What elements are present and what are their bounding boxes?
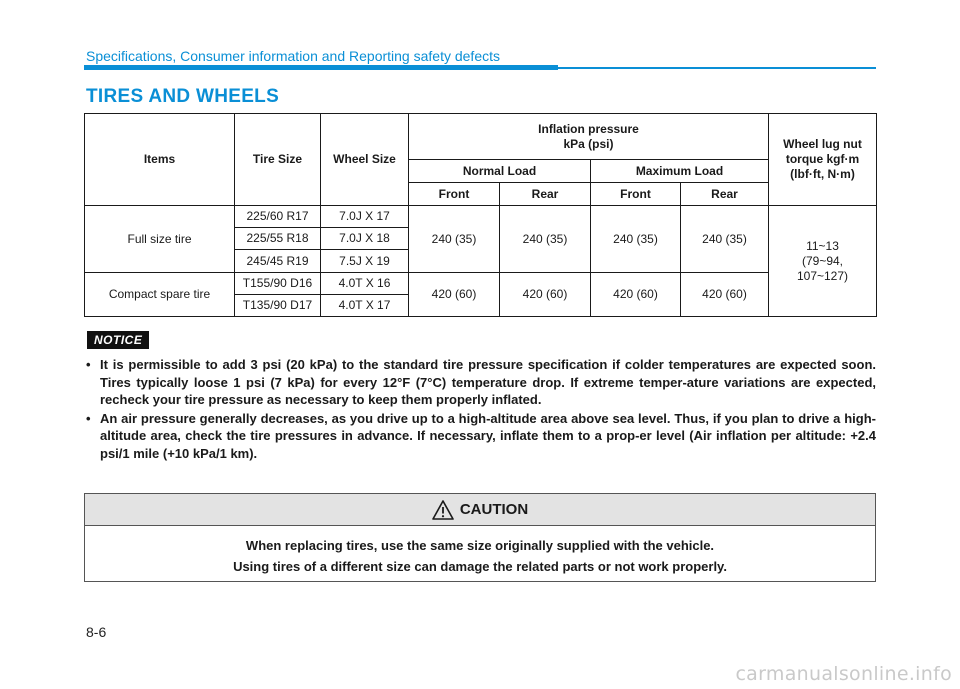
tires-wheels-table bbox=[84, 113, 877, 317]
tire-size-cell: 225/60 R17 bbox=[235, 206, 321, 228]
caution-body bbox=[85, 526, 875, 577]
tire-size-cell: 245/45 R19 bbox=[235, 250, 321, 273]
header-inflation-pressure bbox=[409, 114, 769, 160]
header-normal-front: Front bbox=[409, 183, 500, 206]
tire-size-cell: T155/90 D16 bbox=[235, 273, 321, 295]
list-item bbox=[86, 356, 876, 409]
table-row bbox=[85, 273, 877, 295]
header-divider-thin bbox=[558, 67, 876, 69]
compact-max-front-pressure: 420 (60) bbox=[591, 273, 681, 317]
wheel-size-cell: 7.5J X 19 bbox=[321, 250, 409, 273]
torque-line2: (79~94, bbox=[801, 253, 844, 268]
bullet-dot-icon: • bbox=[86, 357, 91, 372]
header-max-front: Front bbox=[591, 183, 681, 206]
wheel-size-cell: 7.0J X 17 bbox=[321, 206, 409, 228]
torque-line1: 11~13 bbox=[806, 238, 839, 253]
watermark: carmanualsonline.info bbox=[735, 663, 952, 685]
lug-nut-torque-value bbox=[769, 206, 877, 317]
caution-box bbox=[84, 493, 876, 582]
header-divider-thick bbox=[84, 65, 558, 70]
full-size-tire-label: Full size tire bbox=[85, 206, 235, 273]
bullet-dot-icon: • bbox=[86, 410, 91, 426]
header-lug-nut-torque bbox=[769, 114, 877, 206]
caution-header bbox=[85, 494, 875, 526]
full-max-rear-pressure: 240 (35) bbox=[681, 206, 769, 273]
header-wheel-size: Wheel Size bbox=[321, 114, 409, 206]
wheel-size-cell: 4.0T X 16 bbox=[321, 273, 409, 295]
section-title: TIRES AND WHEELS bbox=[86, 86, 280, 107]
tire-size-cell: 225/55 R18 bbox=[235, 228, 321, 250]
compact-max-rear-pressure: 420 (60) bbox=[681, 273, 769, 317]
header-lug-line1: Wheel lug nut bbox=[783, 137, 862, 151]
header-inflation-line2: kPa (psi) bbox=[563, 136, 614, 151]
page-number: 8-6 bbox=[86, 624, 107, 640]
compact-normal-front-pressure: 420 (60) bbox=[409, 273, 500, 317]
wheel-size-cell: 4.0T X 17 bbox=[321, 295, 409, 317]
header-lug-line3: (lbf·ft, N·m) bbox=[790, 167, 855, 181]
full-max-front-pressure: 240 (35) bbox=[591, 206, 681, 273]
list-item bbox=[86, 410, 876, 463]
chapter-header-title: Specifications, Consumer information and Reporting safety defects bbox=[86, 48, 500, 64]
table-row bbox=[85, 206, 877, 228]
header-normal-load: Normal Load bbox=[409, 160, 591, 183]
full-normal-front-pressure: 240 (35) bbox=[409, 206, 500, 273]
warning-triangle-icon bbox=[432, 500, 454, 520]
header-items: Items bbox=[85, 114, 235, 206]
header-max-rear: Rear bbox=[681, 183, 769, 206]
caution-title: CAUTION bbox=[459, 501, 529, 518]
notice-badge: NOTICE bbox=[87, 331, 149, 349]
compact-spare-label: Compact spare tire bbox=[85, 273, 235, 317]
compact-normal-rear-pressure: 420 (60) bbox=[500, 273, 591, 317]
notice-text: An air pressure generally decreases, as you drive up to a high-altitude area above sea level. Thus, if you plan to drive a high-altitude area, check the tire pressures in advance. If necessary, inflate them to a prop-er level (Air inflation per altitude: +2.4 psi/1 mile (+10 kPa/1 km). bbox=[100, 410, 876, 461]
header-inflation-line1: Inflation pressure bbox=[538, 121, 639, 136]
notice-list bbox=[86, 356, 876, 463]
caution-line2: Using tires of a different size can damage the related parts or not work properly. bbox=[233, 559, 727, 574]
caution-line1: When replacing tires, use the same size originally supplied with the vehicle. bbox=[245, 538, 715, 553]
header-lug-line2: torque kgf·m bbox=[785, 152, 860, 166]
header-normal-rear: Rear bbox=[500, 183, 591, 206]
tire-size-cell: T135/90 D17 bbox=[235, 295, 321, 317]
notice-text: It is permissible to add 3 psi (20 kPa) to the standard tire pressure specification if colder temperatures are expected soon. Tires typically loose 1 psi (7 kPa) for every 12°F (7°C) temperature drop. If extreme temper-ature variations are expected, recheck your tire pressure as necessary to keep them properly inflated. bbox=[100, 357, 876, 407]
header-tire-size: Tire Size bbox=[235, 114, 321, 206]
wheel-size-cell: 7.0J X 18 bbox=[321, 228, 409, 250]
full-normal-rear-pressure: 240 (35) bbox=[500, 206, 591, 273]
torque-line3: 107~127) bbox=[796, 268, 849, 283]
header-maximum-load: Maximum Load bbox=[591, 160, 769, 183]
